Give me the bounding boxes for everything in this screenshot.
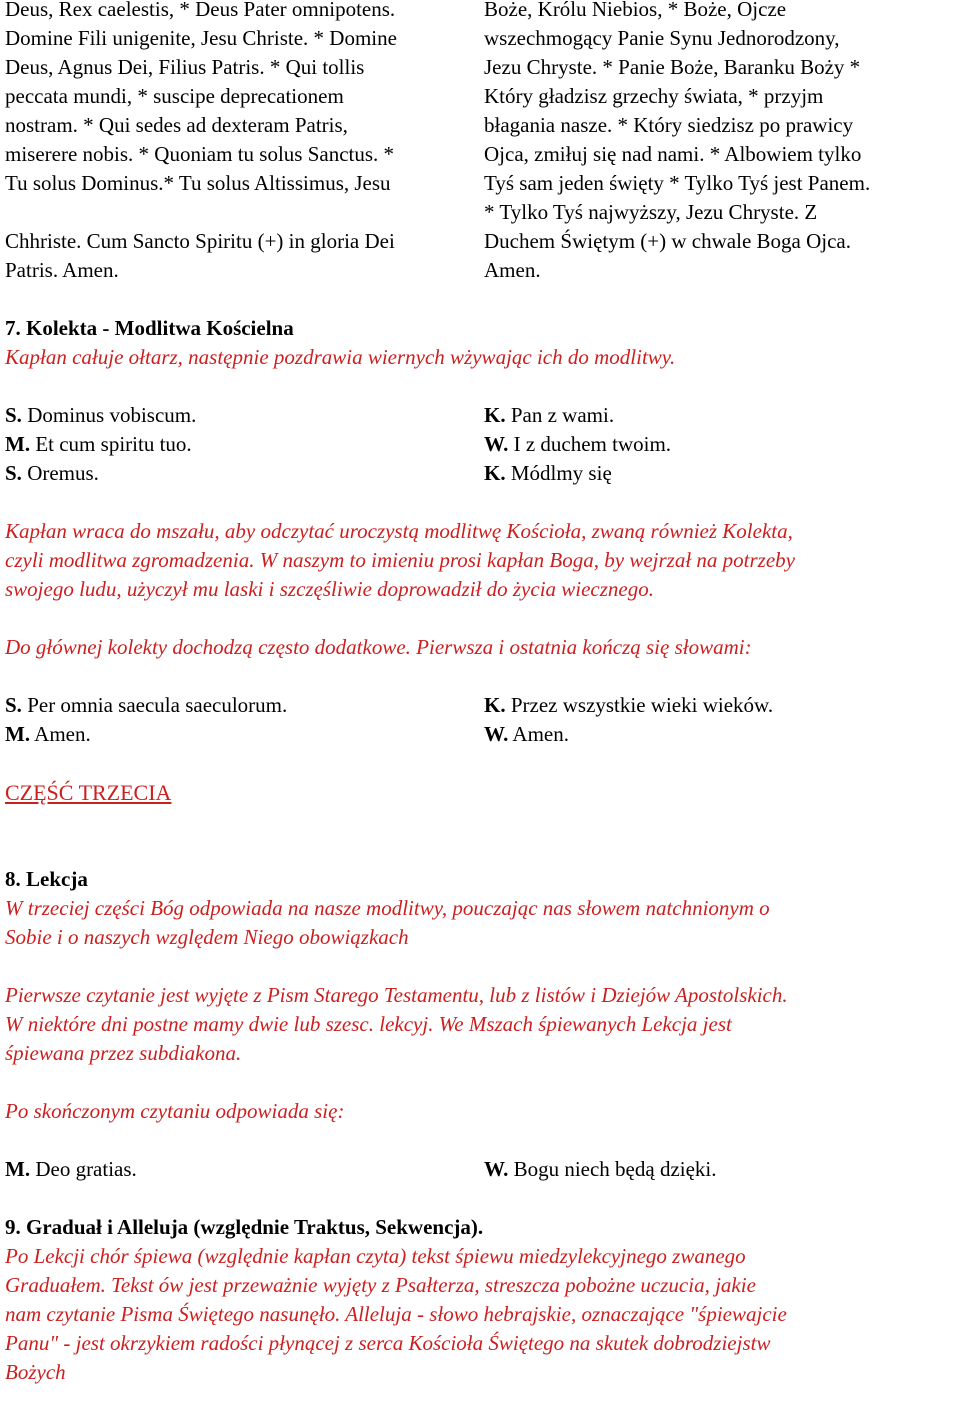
gloria-polish-line: * Tylko Tyś najwyższy, Jezu Chryste. Z [484,200,818,224]
gloria-latin-line [5,198,484,227]
rubric: Kapłan całuje ołtarz, następnie pozdrawia wiernych wżywając ich do modlitwy. [5,345,676,369]
gloria-latin-line: Tu solus Dominus.* Tu solus Altissimus, Jesu [5,171,391,195]
gloria-polish-line: Tyś sam jeden święty * Tylko Tyś jest Panem. [484,171,871,195]
dialogue-text: Et cum spiritu tuo. [30,432,192,456]
gloria-latin-line: peccata mundi, * suscipe deprecationem [5,84,344,108]
gloria-polish-line: Boże, Królu Niebios, * Boże, Ojcze [484,0,787,21]
section-title: Lekcja [26,867,88,891]
section-number: 8. [5,867,21,891]
speaker-label: W. [484,432,509,456]
dialogue-text: Pan z wami. [505,403,615,427]
gloria-polish-line: błagania nasze. * Który siedzisz po prawicy [484,113,854,137]
part-heading: CZĘŚĆ TRZECIA [5,780,172,805]
section-7-heading [5,314,955,343]
rubric [5,1242,955,1387]
rubric-line: nam czytanie Pisma Świętego nasunęło. Alleluja - słowo hebrajskie, oznaczające "śpiewajcie [5,1302,787,1326]
rubric-line: śpiewana przez subdiakona. [5,1041,242,1065]
speaker-label: K. [484,403,506,427]
speaker-label: M. [5,722,31,746]
gloria-latin-line: nostram. * Qui sedes ad dexteram Patris, [5,113,348,137]
rubric [5,517,955,604]
dialogue-row [5,1155,955,1184]
speaker-label: S. [5,403,22,427]
dialogue-text: Amen. [30,722,91,746]
gloria-latin-line: Domine Fili unigenite, Jesu Christe. * Domine [5,26,397,50]
section-title: Graduał i Alleluja (względnie Traktus, Sekwencja). [26,1215,484,1239]
dialogue-row [5,720,955,749]
dialogue-row [5,430,955,459]
dialogue-text: Bogu niech będą dzięki. [508,1157,717,1181]
dialogue-text: Dominus vobiscum. [21,403,197,427]
section-9-heading [5,1213,955,1242]
dialogue-row [5,691,955,720]
dialogue-row [5,459,955,488]
gloria-polish-column [484,0,955,285]
dialogue-text: Oremus. [21,461,99,485]
speaker-label: W. [484,1157,509,1181]
gloria-polish-line: wszechmogący Panie Synu Jednorodzony, [484,26,840,50]
speaker-label: S. [5,461,22,485]
section-number: 9. [5,1215,21,1239]
gloria-polish-line: Amen. [484,258,541,282]
gloria-latin-column [5,0,484,285]
rubric: Do głównej kolekty dochodzą często dodatkowe. Pierwsza i ostatnia kończą się słowami: [5,635,752,659]
rubric-line: Kapłan wraca do mszału, aby odczytać uroczystą modlitwę Kościoła, zwaną również Kolekta, [5,519,793,543]
rubric-line: Pierwsze czytanie jest wyjęte z Pism Starego Testamentu, lub z listów i Dziejów Apostolskich. [5,983,788,1007]
gloria-latin-line: Deus, Agnus Dei, Filius Patris. * Qui tollis [5,55,365,79]
rubric-line: swojego ludu, użyczył mu laski i szczęśliwie doprowadził do życia wiecznego. [5,577,655,601]
speaker-label: W. [484,722,509,746]
gloria-block [5,0,955,285]
dialogue-text: I z duchem twoim. [508,432,672,456]
rubric-line: Bożych [5,1360,66,1384]
rubric [5,981,955,1068]
speaker-label: K. [484,693,506,717]
rubric-line: W niektóre dni postne mamy dwie lub szesc. lekcyj. We Mszach śpiewanych Lekcja jest [5,1012,732,1036]
rubric-line: czyli modlitwa zgromadzenia. W naszym to imieniu prosi kapłan Boga, by wejrzał na potrzeby [5,548,795,572]
dialogue [5,691,955,749]
speaker-label: M. [5,1157,31,1181]
gloria-latin-line: miserere nobis. * Quoniam tu solus Sanctus. * [5,142,395,166]
rubric: Po skończonym czytaniu odpowiada się: [5,1099,345,1123]
rubric-line: Graduałem. Tekst ów jest przeważnie wyjęty z Psałterza, streszcza pobożne uczucia, jakie [5,1273,756,1297]
dialogue-text: Per omnia saecula saeculorum. [21,693,288,717]
speaker-label: M. [5,432,31,456]
gloria-latin-line: Patris. Amen. [5,258,119,282]
dialogue-text: Amen. [508,722,569,746]
rubric-line: Sobie i o naszych względem Niego obowiązkach [5,925,409,949]
dialogue-row [5,401,955,430]
speaker-label: K. [484,461,506,485]
gloria-polish-line: Duchem Świętym (+) w chwale Boga Ojca. [484,229,851,253]
gloria-latin-line: Chhriste. Cum Sancto Spiritu (+) in gloria Dei [5,229,395,253]
gloria-polish-line: Ojca, zmiłuj się nad nami. * Albowiem tylko [484,142,862,166]
gloria-polish-line: Który gładzisz grzechy świata, * przyjm [484,84,824,108]
dialogue-text: Módlmy się [505,461,612,485]
rubric-line: Panu" - jest okrzykiem radości płynącej z serca Kościoła Świętego na skutek dobrodziejstw [5,1331,771,1355]
section-number: 7. [5,316,21,340]
missal-page [5,0,955,1387]
section-title: Kolekta - Modlitwa Kościelna [26,316,294,340]
rubric-line: Po Lekcji chór śpiewa (względnie kapłan czyta) tekst śpiewu miedzylekcyjnego zwanego [5,1244,746,1268]
dialogue [5,401,955,488]
section-8-heading [5,865,955,894]
gloria-polish-line: Jezu Chryste. * Panie Boże, Baranku Boży * [484,55,861,79]
dialogue-text: Przez wszystkie wieki wieków. [505,693,774,717]
rubric-line: W trzeciej części Bóg odpowiada na nasze modlitwy, pouczając nas słowem natchnionym o [5,896,770,920]
gloria-latin-line: Deus, Rex caelestis, * Deus Pater omnipotens. [5,0,396,21]
dialogue-text: Deo gratias. [30,1157,137,1181]
speaker-label: S. [5,693,22,717]
rubric [5,894,955,952]
